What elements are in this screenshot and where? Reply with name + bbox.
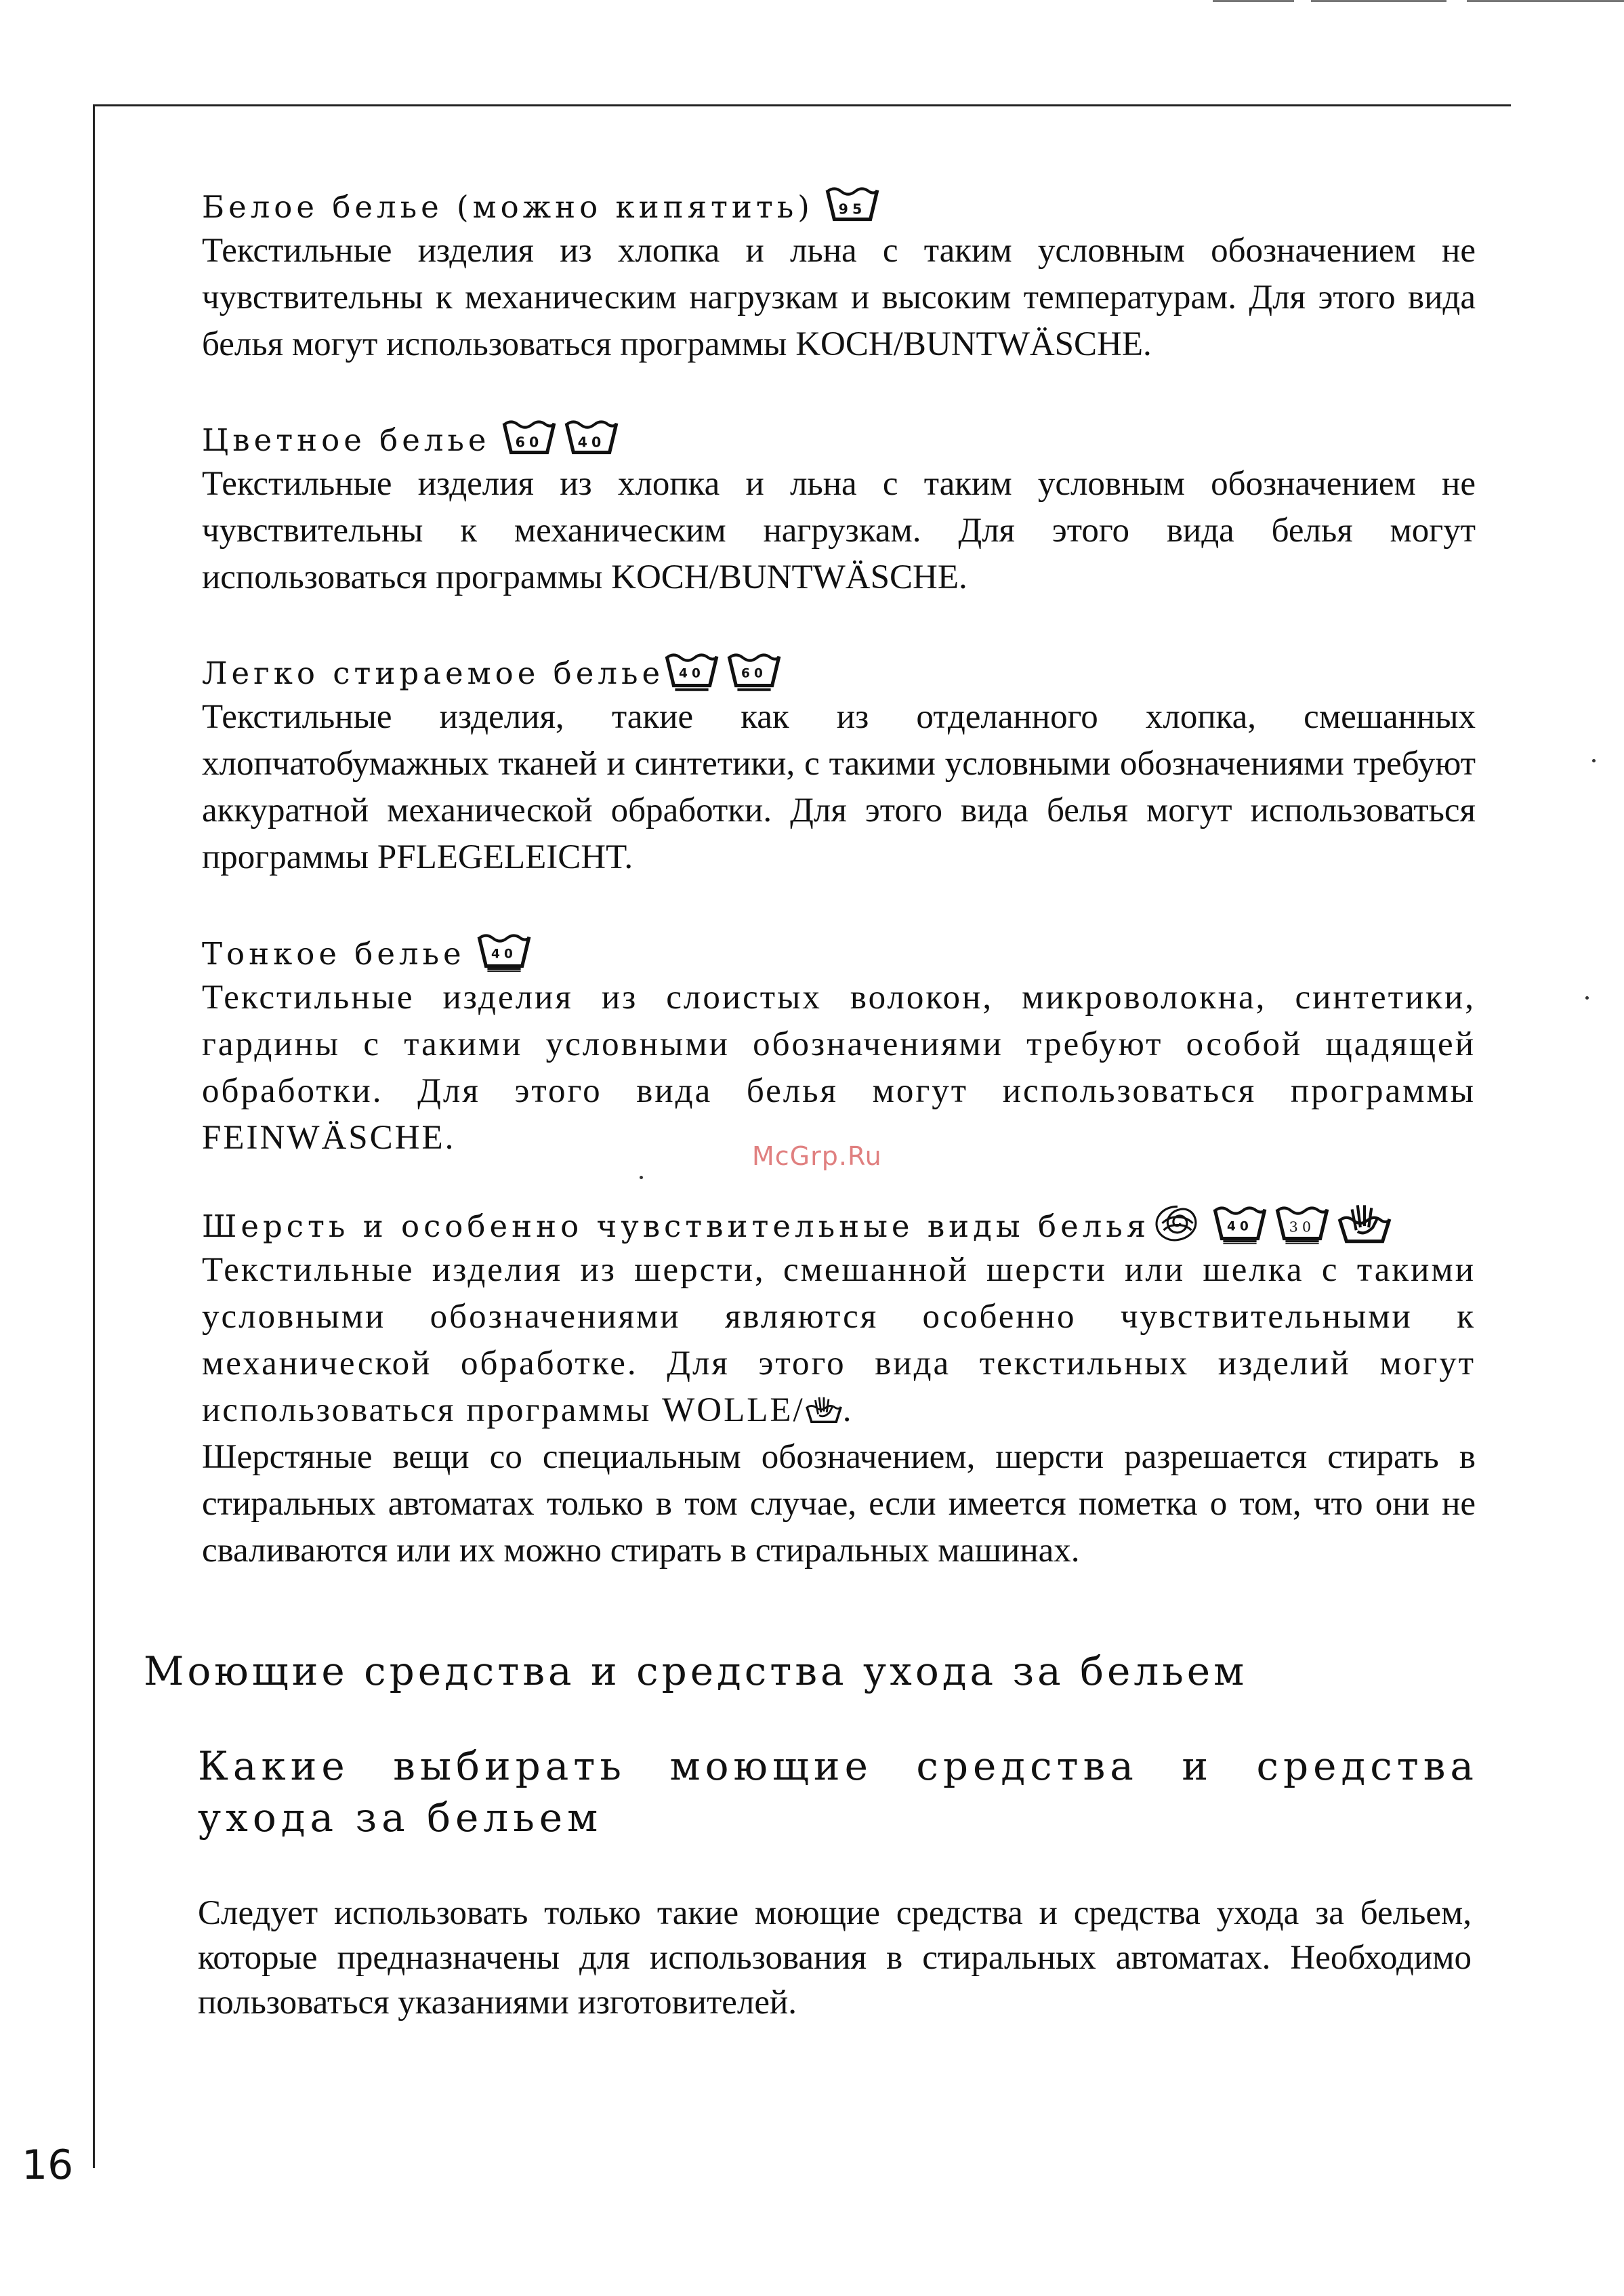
stray-dot xyxy=(640,1176,643,1179)
section-title xyxy=(202,415,1476,458)
wash-temp-label: 95 xyxy=(838,201,867,218)
paragraph-text: . xyxy=(842,1391,854,1429)
section-paragraph: Текстильные изделия, такие как из отделанного хлопка, смешанных хлопчатобумажных тканей и синтетики, с такими условными обозначениями требуют аккуратной механической обработки. Для этого вида белья могут использоваться программы PFLEGELEICHT. xyxy=(202,698,1476,876)
wash-40-delicate-icon xyxy=(1212,1202,1268,1244)
stray-dot xyxy=(1585,996,1589,1000)
wash-95-icon xyxy=(825,183,880,225)
wash-temp-label: 30 xyxy=(1289,1218,1316,1235)
wash-temp-label: 40 xyxy=(1227,1219,1253,1234)
wash-temp-label: 40 xyxy=(491,947,517,962)
section-paragraph xyxy=(202,1247,1476,1434)
section-title-text: Легко стираемое белье xyxy=(202,655,665,691)
wash-40-icon xyxy=(564,416,619,458)
section-colored-laundry xyxy=(202,415,1476,601)
wash-temp-label: 60 xyxy=(741,666,768,681)
wash-60-icon xyxy=(501,416,557,458)
decorative-dash xyxy=(1213,0,1294,2)
section-paragraph: Текстильные изделия из хлопка и льна с таким условным обозначением не чувствительны к механическим нагрузкам. Для этого вида белья могут использоваться программы KOCH/BUNTWÄSCHE. xyxy=(202,465,1476,596)
section-wool-laundry xyxy=(202,1201,1476,1574)
wash-60-gentle-icon xyxy=(726,649,782,691)
section-title-text: Тонкое белье xyxy=(202,936,465,972)
wash-temp-label: 40 xyxy=(679,666,705,681)
section-title-text: Белое белье (можно кипятить) xyxy=(202,189,814,225)
section-title xyxy=(202,648,1476,691)
stray-dot xyxy=(1592,759,1596,762)
wash-temp-label: 40 xyxy=(577,434,605,451)
section-easy-care-laundry xyxy=(202,648,1476,881)
hand-wash-icon xyxy=(1337,1202,1392,1244)
wool-mark-icon xyxy=(1150,1202,1205,1244)
section-paragraph: Текстильные изделия из слоистых волокон, микроволокна, синтетики, гардины с такими условными обозначениями требуют особой щадящей обработки. Для этого вида белья могут использоваться программы FEINWÄSCHE. xyxy=(202,979,1476,1157)
section-title-text: Шерсть и особенно чувствительные виды белья xyxy=(202,1208,1150,1244)
paragraph-text: Текстильные изделия из шерсти, смешанной шерсти или шелка с такими условными обозначениями являются особенно чувствительными к механической обработке. Для этого вида текстильных изделий могут использоваться программы WOLLE/ xyxy=(202,1251,1476,1429)
decorative-dash xyxy=(1467,0,1624,2)
hand-wash-icon xyxy=(805,1394,843,1425)
wash-30-delicate-icon xyxy=(1274,1202,1330,1244)
section-white-laundry xyxy=(202,182,1476,368)
heading-choose-detergents: Какие выбирать моющие средства и средства ухода за бельем xyxy=(198,1743,1478,1841)
left-rule xyxy=(93,104,95,2168)
top-rule xyxy=(93,104,1511,106)
wash-40-delicate-icon xyxy=(476,930,532,972)
section-paragraph: Шерстяные вещи со специальным обозначением, шерсти разрешается стирать в стиральных автоматах только в том случае, если имеется пометка о том, что они не сваливаются или их можно стирать в стиральных машинах. xyxy=(202,1438,1476,1570)
decorative-dash xyxy=(1311,0,1446,2)
wash-temp-label: 60 xyxy=(515,434,543,451)
page-number: 16 xyxy=(22,2141,74,2189)
section-title xyxy=(202,928,1476,972)
section-title xyxy=(202,1201,1476,1244)
section-title-text: Цветное белье xyxy=(202,422,491,458)
section-title xyxy=(202,182,1476,225)
watermark: McGrp.Ru xyxy=(752,1141,882,1171)
section-delicate-laundry xyxy=(202,928,1476,1162)
heading-detergents: Моющие средства и средства ухода за бельем xyxy=(144,1648,1248,1694)
detergents-paragraph: Следует использовать только такие моющие средства и средства ухода за бельем, которые предназначены для использования в стиральных автоматах. Необходимо пользоваться указаниями изготовителей. xyxy=(198,1894,1472,2022)
section-paragraph: Текстильные изделия из хлопка и льна с таким условным обозначением не чувствительны к механическим нагрузкам и высоким температурам. Для этого вида белья могут использоваться программы KOCH/BUNTWÄSCHE. xyxy=(202,232,1476,363)
wash-40-gentle-icon xyxy=(664,649,720,691)
